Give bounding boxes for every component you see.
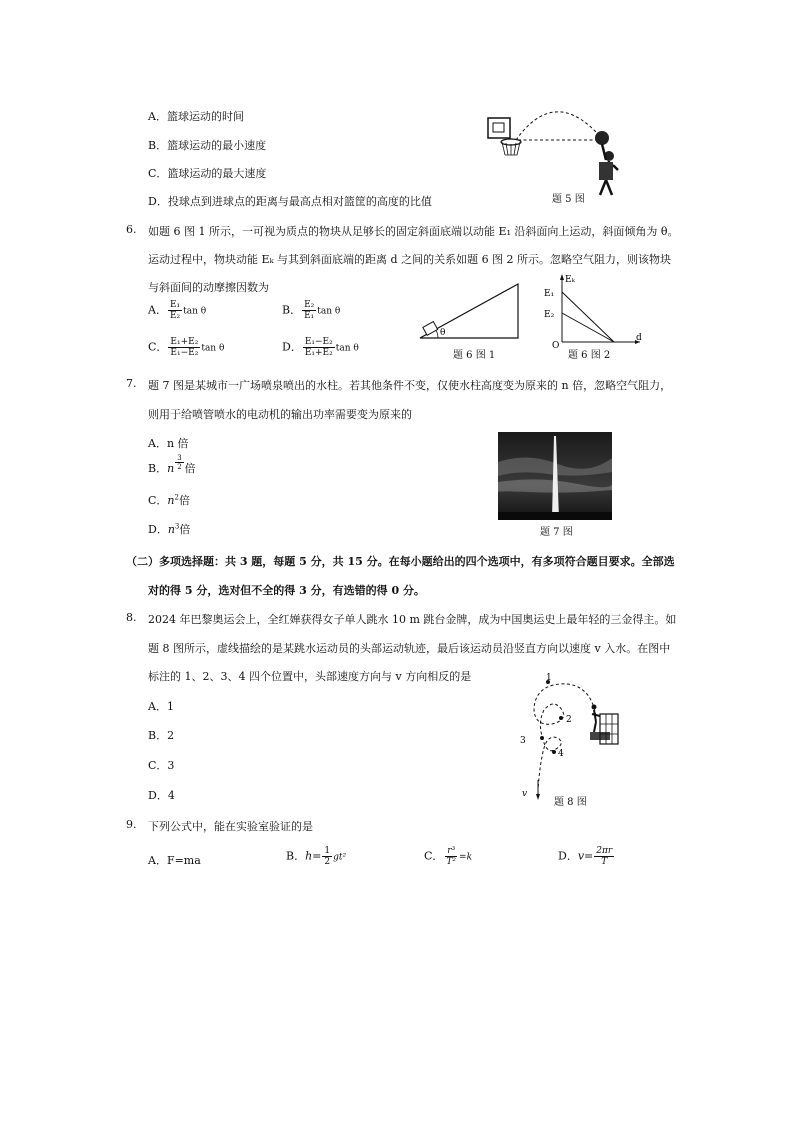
angle-label: θ bbox=[440, 328, 446, 338]
basketball bbox=[595, 131, 609, 145]
q8-option-d: D．4 bbox=[148, 789, 175, 802]
q8-option-b: B．2 bbox=[148, 729, 175, 742]
q6-figure1-caption: 题 6 图 1 bbox=[453, 350, 496, 361]
e1-label: E₁ bbox=[544, 289, 555, 299]
point-2 bbox=[559, 716, 563, 720]
q9-stem: 下列公式中，能在实验室验证的是 bbox=[148, 820, 313, 833]
q5-option-d: D．投球点到进球点的距离与最高点相对篮筐的高度的比值 bbox=[148, 195, 432, 208]
q7-option-b: B．n $\frac{3}{2}$ 倍 bbox=[148, 454, 196, 475]
backboard bbox=[488, 118, 510, 138]
q6-option-a: A． $\frac{\text{E₁}}{\text{E₂}}$ tan θ bbox=[148, 300, 207, 321]
velocity-arrowhead bbox=[536, 794, 540, 800]
q6-incline-figure bbox=[416, 280, 526, 342]
q7-option-a: A．n 倍 bbox=[148, 437, 189, 450]
q5-figure-caption: 题 5 图 bbox=[552, 194, 585, 205]
q6-stem-line2: 运动过程中，物块动能 Eₖ 与其到斜面底端的距离 d 之间的关系如题 6 图 2 所示。忽略空气阻力，则该物块 bbox=[148, 253, 672, 266]
q8-diving-figure bbox=[508, 672, 628, 802]
q6-ek-graph bbox=[540, 270, 645, 348]
backboard-inner bbox=[493, 123, 504, 132]
q6-stem-line3: 与斜面间的动摩擦因数为 bbox=[148, 281, 269, 294]
q8-figure-caption: 题 8 图 bbox=[554, 797, 587, 808]
q6-figure2-caption: 题 6 图 2 bbox=[568, 350, 611, 361]
point-4 bbox=[552, 750, 556, 754]
q9-option-d: D．v= $\frac{2\pi r}{T}$ bbox=[558, 846, 613, 867]
velocity-label: v bbox=[522, 789, 528, 799]
q8-stem-line3: 标注的 1、2、3、4 四个位置中，头部速度方向与 v 方向相反的是 bbox=[148, 670, 472, 683]
label-2: 2 bbox=[566, 715, 572, 725]
q9-option-a: A．F=ma bbox=[148, 854, 201, 867]
q8-stem-line1: 2024 年巴黎奥运会上，全红婵获得女子单人跳水 10 m 跳台金牌，成为中国奥运史上最年轻的三金得主。如 bbox=[148, 613, 677, 626]
x-axis-label: d bbox=[636, 333, 642, 343]
q5-option-c: C．篮球运动的最大速度 bbox=[148, 167, 267, 180]
label-3: 3 bbox=[520, 736, 526, 746]
q5-option-a: A．篮球运动的时间 bbox=[148, 110, 244, 123]
q7-option-c: C．$n^2$倍 bbox=[148, 493, 190, 507]
q9-option-c: C． $\frac{\text{r³}}{\text{T²}}$ =k bbox=[424, 846, 473, 867]
q7-figure-caption: 题 7 图 bbox=[540, 527, 573, 538]
q8-number: 8. bbox=[126, 611, 137, 624]
q8-stem-line2: 题 8 图所示，虚线描绘的是某跳水运动员的头部运动轨迹，最后该运动员沿竖直方向以速度 v 入水。在图中 bbox=[148, 642, 671, 655]
player-jersey bbox=[599, 162, 613, 180]
origin-label: O bbox=[552, 341, 560, 348]
label-4: 4 bbox=[558, 749, 564, 759]
q6-number: 6. bbox=[126, 223, 137, 236]
ground bbox=[498, 512, 612, 520]
q7-fountain-photo bbox=[498, 432, 612, 520]
q6-option-b: B． $\frac{\text{E₂}}{\text{E₁}}$ tan θ bbox=[282, 300, 341, 321]
q5-option-b: B．篮球运动的最小速度 bbox=[148, 139, 267, 152]
q7-number: 7. bbox=[126, 377, 137, 390]
q6-option-d: D． $\frac{\text{E₁−E₂}}{\text{E₁+E₂}}$ tan θ bbox=[282, 337, 359, 358]
e2-label: E₂ bbox=[544, 310, 555, 320]
y-axis-label: Eₖ bbox=[565, 275, 575, 285]
q8-option-c: C．3 bbox=[148, 759, 175, 772]
diver-head bbox=[592, 705, 597, 710]
label-1: 1 bbox=[546, 673, 552, 683]
q7-stem-line2: 则用于给喷管喷水的电动机的输出功率需要变为原来的 bbox=[148, 408, 412, 421]
block bbox=[423, 322, 438, 336]
q7-stem-line1: 题 7 图是某城市一广场喷泉喷出的水柱。若其他条件不变，仅使水柱高度变为原来的 n 倍，忽略空气阻力， bbox=[148, 379, 672, 392]
diver bbox=[592, 710, 600, 732]
ball-trajectory bbox=[516, 112, 596, 140]
q6-option-c: C． $\frac{\text{E₁+E₂}}{\text{E₁−E₂}}$ tan θ bbox=[148, 337, 225, 358]
point-3 bbox=[540, 736, 544, 740]
q8-option-a: A．1 bbox=[148, 700, 174, 713]
q7-option-d: D．$n^3$倍 bbox=[148, 522, 191, 536]
y-axis-arrow bbox=[560, 274, 564, 280]
q9-option-b: B．h= $\frac{1}{2}$ gt² bbox=[286, 846, 347, 867]
q9-number: 9. bbox=[126, 818, 137, 831]
section2-line1: （二）多项选择题：共 3 题，每题 5 分，共 15 分。在每小题给出的四个选项中，有多项符合题目要求。全部选 bbox=[126, 555, 675, 568]
section2-line2: 对的得 5 分，选对但不全的得 3 分，有选错的得 0 分。 bbox=[148, 584, 425, 597]
angle-arc bbox=[436, 330, 438, 338]
q6-stem-line1: 如题 6 图 1 所示，一可视为质点的物块从足够长的固定斜面底端以动能 E₁ 沿斜面向上运动，斜面倾角为 θ。 bbox=[148, 225, 679, 238]
